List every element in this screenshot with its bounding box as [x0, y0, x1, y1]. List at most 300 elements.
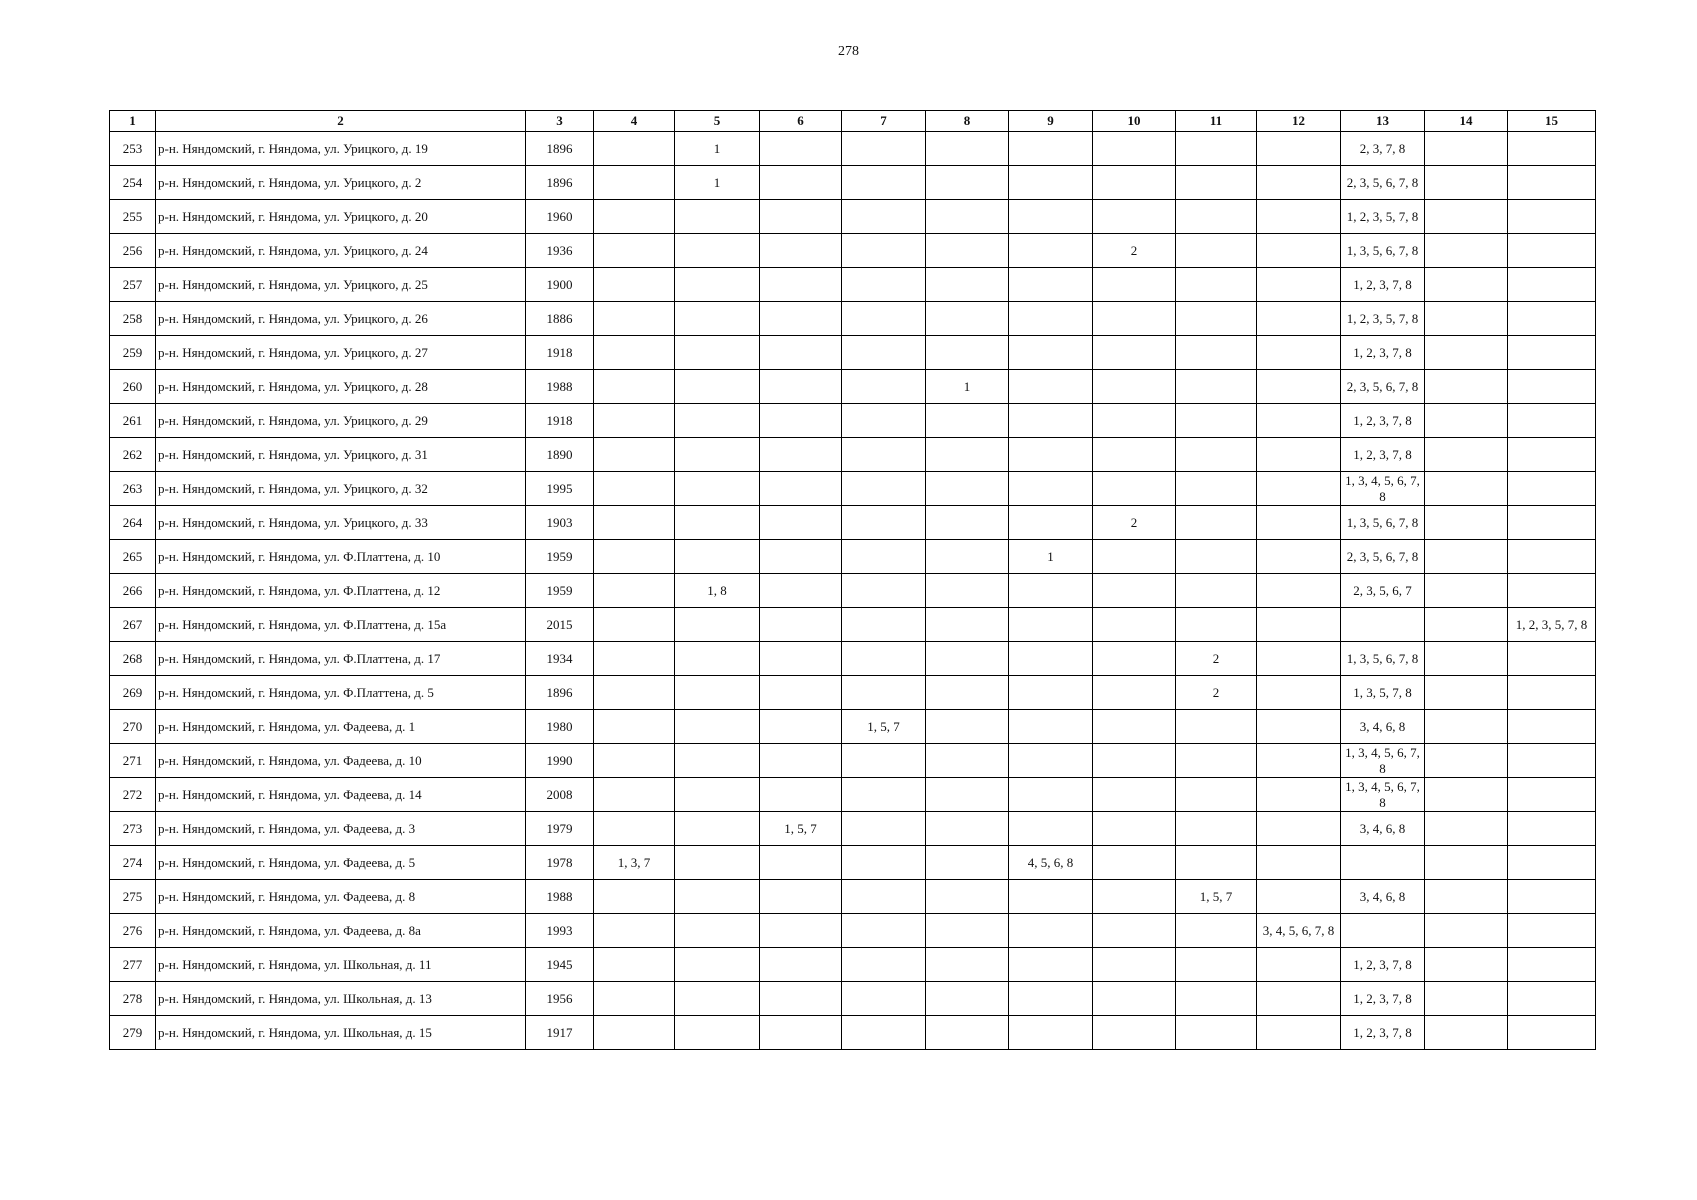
column-4-cell — [594, 642, 675, 676]
column-15-cell — [1508, 302, 1596, 336]
column-7-cell — [842, 676, 926, 710]
column-14-cell — [1425, 472, 1508, 506]
year-cell: 1959 — [526, 574, 594, 608]
column-14-cell — [1425, 506, 1508, 540]
column-14-cell — [1425, 846, 1508, 880]
column-14-cell — [1425, 302, 1508, 336]
column-6-cell — [760, 472, 842, 506]
column-5-cell — [675, 608, 760, 642]
column-15-cell — [1508, 132, 1596, 166]
table-row — [110, 404, 1596, 438]
column-12-cell — [1257, 982, 1341, 1016]
column-4-cell — [594, 608, 675, 642]
column-9-cell — [1009, 1016, 1093, 1050]
column-5-cell — [675, 370, 760, 404]
row-number-cell: 279 — [110, 1016, 156, 1050]
column-7-cell: 1, 5, 7 — [842, 710, 926, 744]
row-number-cell: 277 — [110, 948, 156, 982]
column-8-cell — [926, 880, 1009, 914]
year-cell: 1917 — [526, 1016, 594, 1050]
column-7-cell — [842, 812, 926, 846]
column-8-cell — [926, 472, 1009, 506]
column-10-cell — [1093, 574, 1176, 608]
column-15-cell — [1508, 710, 1596, 744]
row-number-cell: 262 — [110, 438, 156, 472]
column-15-cell — [1508, 914, 1596, 948]
column-9-cell — [1009, 608, 1093, 642]
column-9-cell — [1009, 132, 1093, 166]
column-5-cell — [675, 234, 760, 268]
column-11-cell — [1176, 812, 1257, 846]
year-cell: 1896 — [526, 166, 594, 200]
year-cell: 1890 — [526, 438, 594, 472]
column-7-cell — [842, 540, 926, 574]
column-6-cell — [760, 778, 842, 812]
column-8-cell — [926, 302, 1009, 336]
column-6-cell — [760, 914, 842, 948]
year-cell: 1988 — [526, 370, 594, 404]
column-4-cell — [594, 132, 675, 166]
table-row — [110, 948, 1596, 982]
year-cell: 1959 — [526, 540, 594, 574]
column-7-cell — [842, 778, 926, 812]
address-cell: р-н. Няндомский, г. Няндома, ул. Урицкого, д. 33 — [156, 506, 526, 540]
column-7-cell — [842, 438, 926, 472]
address-cell: р-н. Няндомский, г. Няндома, ул. Фадеева, д. 3 — [156, 812, 526, 846]
row-number-cell: 255 — [110, 200, 156, 234]
column-4-cell — [594, 302, 675, 336]
column-13-cell: 3, 4, 6, 8 — [1341, 710, 1425, 744]
column-11-cell — [1176, 506, 1257, 540]
column-11-cell — [1176, 268, 1257, 302]
address-cell: р-н. Няндомский, г. Няндома, ул. Ф.Платтена, д. 5 — [156, 676, 526, 710]
column-6-cell — [760, 880, 842, 914]
column-9-cell — [1009, 336, 1093, 370]
column-8-cell — [926, 982, 1009, 1016]
row-number-cell: 253 — [110, 132, 156, 166]
table-row — [110, 336, 1596, 370]
column-10-cell — [1093, 370, 1176, 404]
column-8-cell — [926, 812, 1009, 846]
year-cell: 1896 — [526, 676, 594, 710]
address-cell: р-н. Няндомский, г. Няндома, ул. Урицкого, д. 20 — [156, 200, 526, 234]
column-14-cell — [1425, 982, 1508, 1016]
column-14-cell — [1425, 132, 1508, 166]
column-13-cell: 2, 3, 5, 6, 7, 8 — [1341, 370, 1425, 404]
row-number-cell: 265 — [110, 540, 156, 574]
table-row — [110, 608, 1596, 642]
column-9-cell — [1009, 710, 1093, 744]
address-cell: р-н. Няндомский, г. Няндома, ул. Урицкого, д. 24 — [156, 234, 526, 268]
column-7-cell — [842, 132, 926, 166]
column-6-cell: 1, 5, 7 — [760, 812, 842, 846]
column-header-4: 4 — [594, 111, 675, 132]
column-12-cell — [1257, 234, 1341, 268]
column-14-cell — [1425, 370, 1508, 404]
column-14-cell — [1425, 914, 1508, 948]
column-header-14: 14 — [1425, 111, 1508, 132]
column-14-cell — [1425, 642, 1508, 676]
column-10-cell — [1093, 268, 1176, 302]
column-5-cell — [675, 914, 760, 948]
year-cell: 1886 — [526, 302, 594, 336]
column-12-cell — [1257, 710, 1341, 744]
row-number-cell: 256 — [110, 234, 156, 268]
column-4-cell — [594, 506, 675, 540]
column-6-cell — [760, 710, 842, 744]
row-number-cell: 270 — [110, 710, 156, 744]
table-row — [110, 676, 1596, 710]
column-12-cell — [1257, 744, 1341, 778]
column-10-cell — [1093, 438, 1176, 472]
column-5-cell — [675, 710, 760, 744]
column-11-cell — [1176, 438, 1257, 472]
column-7-cell — [842, 302, 926, 336]
column-7-cell — [842, 166, 926, 200]
column-4-cell — [594, 472, 675, 506]
column-9-cell — [1009, 268, 1093, 302]
column-5-cell: 1 — [675, 166, 760, 200]
column-6-cell — [760, 608, 842, 642]
column-11-cell — [1176, 132, 1257, 166]
table-row — [110, 846, 1596, 880]
column-13-cell: 1, 3, 5, 7, 8 — [1341, 676, 1425, 710]
column-9-cell — [1009, 676, 1093, 710]
table-row — [110, 744, 1596, 778]
column-14-cell — [1425, 234, 1508, 268]
column-10-cell — [1093, 132, 1176, 166]
table-row — [110, 302, 1596, 336]
column-11-cell — [1176, 302, 1257, 336]
column-13-cell: 2, 3, 5, 6, 7, 8 — [1341, 166, 1425, 200]
column-10-cell — [1093, 676, 1176, 710]
column-10-cell — [1093, 540, 1176, 574]
column-5-cell — [675, 438, 760, 472]
column-6-cell — [760, 982, 842, 1016]
column-5-cell — [675, 302, 760, 336]
column-header-8: 8 — [926, 111, 1009, 132]
column-10-cell — [1093, 812, 1176, 846]
row-number-cell: 263 — [110, 472, 156, 506]
column-6-cell — [760, 302, 842, 336]
address-cell: р-н. Няндомский, г. Няндома, ул. Фадеева, д. 8а — [156, 914, 526, 948]
column-13-cell: 3, 4, 6, 8 — [1341, 812, 1425, 846]
table-row — [110, 166, 1596, 200]
address-cell: р-н. Няндомский, г. Няндома, ул. Фадеева, д. 5 — [156, 846, 526, 880]
column-11-cell — [1176, 370, 1257, 404]
column-10-cell — [1093, 948, 1176, 982]
column-header-5: 5 — [675, 111, 760, 132]
address-cell: р-н. Няндомский, г. Няндома, ул. Школьная, д. 11 — [156, 948, 526, 982]
address-cell: р-н. Няндомский, г. Няндома, ул. Школьная, д. 13 — [156, 982, 526, 1016]
column-12-cell — [1257, 574, 1341, 608]
column-14-cell — [1425, 778, 1508, 812]
column-13-cell: 1, 2, 3, 5, 7, 8 — [1341, 302, 1425, 336]
column-13-cell: 1, 2, 3, 5, 7, 8 — [1341, 200, 1425, 234]
column-13-cell — [1341, 846, 1425, 880]
column-7-cell — [842, 846, 926, 880]
column-5-cell — [675, 540, 760, 574]
table-row — [110, 234, 1596, 268]
address-cell: р-н. Няндомский, г. Няндома, ул. Ф.Платтена, д. 15а — [156, 608, 526, 642]
column-9-cell — [1009, 404, 1093, 438]
column-15-cell — [1508, 472, 1596, 506]
address-cell: р-н. Няндомский, г. Няндома, ул. Фадеева, д. 10 — [156, 744, 526, 778]
row-number-cell: 261 — [110, 404, 156, 438]
row-number-cell: 275 — [110, 880, 156, 914]
column-6-cell — [760, 506, 842, 540]
table-row — [110, 1016, 1596, 1050]
column-8-cell — [926, 676, 1009, 710]
column-12-cell — [1257, 948, 1341, 982]
column-10-cell — [1093, 982, 1176, 1016]
column-7-cell — [842, 880, 926, 914]
address-cell: р-н. Няндомский, г. Няндома, ул. Урицкого, д. 26 — [156, 302, 526, 336]
row-number-cell: 274 — [110, 846, 156, 880]
column-4-cell — [594, 370, 675, 404]
column-4-cell — [594, 404, 675, 438]
year-cell: 1988 — [526, 880, 594, 914]
column-8-cell — [926, 404, 1009, 438]
column-9-cell — [1009, 914, 1093, 948]
row-number-cell: 264 — [110, 506, 156, 540]
address-cell: р-н. Няндомский, г. Няндома, ул. Урицкого, д. 19 — [156, 132, 526, 166]
column-7-cell — [842, 200, 926, 234]
column-5-cell — [675, 812, 760, 846]
column-15-cell — [1508, 880, 1596, 914]
column-13-cell: 3, 4, 6, 8 — [1341, 880, 1425, 914]
column-12-cell — [1257, 132, 1341, 166]
year-cell: 1918 — [526, 404, 594, 438]
column-7-cell — [842, 608, 926, 642]
year-cell: 2008 — [526, 778, 594, 812]
column-8-cell — [926, 744, 1009, 778]
address-cell: р-н. Няндомский, г. Няндома, ул. Ф.Платтена, д. 12 — [156, 574, 526, 608]
column-8-cell — [926, 948, 1009, 982]
table-row — [110, 268, 1596, 302]
row-number-cell: 258 — [110, 302, 156, 336]
column-header-13: 13 — [1341, 111, 1425, 132]
column-8-cell — [926, 608, 1009, 642]
column-7-cell — [842, 574, 926, 608]
column-6-cell — [760, 234, 842, 268]
column-4-cell — [594, 1016, 675, 1050]
column-14-cell — [1425, 880, 1508, 914]
column-6-cell — [760, 336, 842, 370]
column-7-cell — [842, 370, 926, 404]
column-13-cell: 1, 2, 3, 7, 8 — [1341, 948, 1425, 982]
column-5-cell: 1, 8 — [675, 574, 760, 608]
column-10-cell — [1093, 1016, 1176, 1050]
column-12-cell — [1257, 200, 1341, 234]
column-10-cell — [1093, 880, 1176, 914]
column-15-cell — [1508, 370, 1596, 404]
table-row — [110, 506, 1596, 540]
column-6-cell — [760, 438, 842, 472]
address-cell: р-н. Няндомский, г. Няндома, ул. Урицкого, д. 31 — [156, 438, 526, 472]
column-15-cell — [1508, 676, 1596, 710]
column-header-6: 6 — [760, 111, 842, 132]
column-5-cell — [675, 268, 760, 302]
column-6-cell — [760, 948, 842, 982]
year-cell: 1995 — [526, 472, 594, 506]
column-6-cell — [760, 370, 842, 404]
column-14-cell — [1425, 166, 1508, 200]
column-7-cell — [842, 1016, 926, 1050]
column-15-cell — [1508, 744, 1596, 778]
column-10-cell — [1093, 472, 1176, 506]
table-row — [110, 540, 1596, 574]
column-4-cell — [594, 710, 675, 744]
year-cell: 1936 — [526, 234, 594, 268]
column-5-cell — [675, 744, 760, 778]
address-cell: р-н. Няндомский, г. Няндома, ул. Урицкого, д. 28 — [156, 370, 526, 404]
column-5-cell — [675, 676, 760, 710]
column-13-cell: 2, 3, 5, 6, 7 — [1341, 574, 1425, 608]
column-11-cell — [1176, 982, 1257, 1016]
column-12-cell — [1257, 370, 1341, 404]
column-10-cell — [1093, 608, 1176, 642]
row-number-cell: 266 — [110, 574, 156, 608]
column-15-cell — [1508, 336, 1596, 370]
column-15-cell — [1508, 1016, 1596, 1050]
column-13-cell: 1, 3, 5, 6, 7, 8 — [1341, 506, 1425, 540]
column-10-cell — [1093, 302, 1176, 336]
column-12-cell — [1257, 506, 1341, 540]
column-15-cell — [1508, 404, 1596, 438]
year-cell: 1900 — [526, 268, 594, 302]
row-number-cell: 273 — [110, 812, 156, 846]
column-6-cell — [760, 132, 842, 166]
column-header-9: 9 — [1009, 111, 1093, 132]
column-4-cell — [594, 982, 675, 1016]
column-13-cell: 1, 2, 3, 7, 8 — [1341, 1016, 1425, 1050]
column-7-cell — [842, 948, 926, 982]
address-cell: р-н. Няндомский, г. Няндома, ул. Урицкого, д. 27 — [156, 336, 526, 370]
address-cell: р-н. Няндомский, г. Няндома, ул. Фадеева, д. 14 — [156, 778, 526, 812]
column-5-cell — [675, 1016, 760, 1050]
column-11-cell — [1176, 778, 1257, 812]
column-8-cell — [926, 438, 1009, 472]
column-7-cell — [842, 268, 926, 302]
column-11-cell — [1176, 472, 1257, 506]
column-12-cell — [1257, 302, 1341, 336]
column-14-cell — [1425, 268, 1508, 302]
table-row — [110, 812, 1596, 846]
column-15-cell — [1508, 846, 1596, 880]
column-5-cell — [675, 948, 760, 982]
column-11-cell — [1176, 234, 1257, 268]
column-15-cell — [1508, 438, 1596, 472]
column-11-cell — [1176, 200, 1257, 234]
column-7-cell — [842, 744, 926, 778]
year-cell: 1960 — [526, 200, 594, 234]
column-14-cell — [1425, 710, 1508, 744]
column-9-cell — [1009, 948, 1093, 982]
column-15-cell — [1508, 268, 1596, 302]
row-number-cell: 268 — [110, 642, 156, 676]
column-13-cell: 1, 2, 3, 7, 8 — [1341, 982, 1425, 1016]
column-10-cell — [1093, 166, 1176, 200]
column-15-cell — [1508, 574, 1596, 608]
table-row — [110, 132, 1596, 166]
column-14-cell — [1425, 1016, 1508, 1050]
column-8-cell — [926, 540, 1009, 574]
column-13-cell: 1, 3, 4, 5, 6, 7, 8 — [1341, 778, 1425, 812]
column-13-cell — [1341, 608, 1425, 642]
column-14-cell — [1425, 608, 1508, 642]
column-15-cell — [1508, 812, 1596, 846]
column-12-cell — [1257, 812, 1341, 846]
column-7-cell — [842, 506, 926, 540]
column-12-cell — [1257, 336, 1341, 370]
column-12-cell — [1257, 166, 1341, 200]
column-4-cell — [594, 268, 675, 302]
row-number-cell: 276 — [110, 914, 156, 948]
row-number-cell: 271 — [110, 744, 156, 778]
year-cell: 1945 — [526, 948, 594, 982]
column-12-cell — [1257, 268, 1341, 302]
column-8-cell — [926, 268, 1009, 302]
column-12-cell: 3, 4, 5, 6, 7, 8 — [1257, 914, 1341, 948]
column-6-cell — [760, 268, 842, 302]
column-13-cell: 1, 3, 5, 6, 7, 8 — [1341, 234, 1425, 268]
column-4-cell — [594, 744, 675, 778]
column-9-cell — [1009, 812, 1093, 846]
column-12-cell — [1257, 608, 1341, 642]
column-4-cell — [594, 812, 675, 846]
row-number-cell: 257 — [110, 268, 156, 302]
column-12-cell — [1257, 880, 1341, 914]
column-5-cell — [675, 472, 760, 506]
column-4-cell — [594, 200, 675, 234]
address-cell: р-н. Няндомский, г. Няндома, ул. Урицкого, д. 29 — [156, 404, 526, 438]
column-14-cell — [1425, 438, 1508, 472]
table-row — [110, 914, 1596, 948]
column-9-cell — [1009, 642, 1093, 676]
column-9-cell — [1009, 166, 1093, 200]
year-cell: 1978 — [526, 846, 594, 880]
column-4-cell: 1, 3, 7 — [594, 846, 675, 880]
column-7-cell — [842, 642, 926, 676]
column-15-cell — [1508, 200, 1596, 234]
page-number: 278 — [838, 44, 859, 59]
column-7-cell — [842, 914, 926, 948]
column-6-cell — [760, 676, 842, 710]
table-row — [110, 472, 1596, 506]
column-10-cell — [1093, 846, 1176, 880]
column-4-cell — [594, 676, 675, 710]
column-12-cell — [1257, 846, 1341, 880]
column-11-cell — [1176, 608, 1257, 642]
column-header-2: 2 — [156, 111, 526, 132]
year-cell: 1918 — [526, 336, 594, 370]
column-14-cell — [1425, 948, 1508, 982]
column-6-cell — [760, 846, 842, 880]
column-4-cell — [594, 914, 675, 948]
column-14-cell — [1425, 574, 1508, 608]
column-5-cell — [675, 982, 760, 1016]
column-15-cell — [1508, 778, 1596, 812]
year-cell: 1896 — [526, 132, 594, 166]
column-13-cell: 1, 3, 4, 5, 6, 7, 8 — [1341, 744, 1425, 778]
year-cell: 1956 — [526, 982, 594, 1016]
column-4-cell — [594, 438, 675, 472]
column-10-cell: 2 — [1093, 506, 1176, 540]
column-4-cell — [594, 540, 675, 574]
housing-register-table — [109, 110, 1596, 1050]
row-number-cell: 260 — [110, 370, 156, 404]
